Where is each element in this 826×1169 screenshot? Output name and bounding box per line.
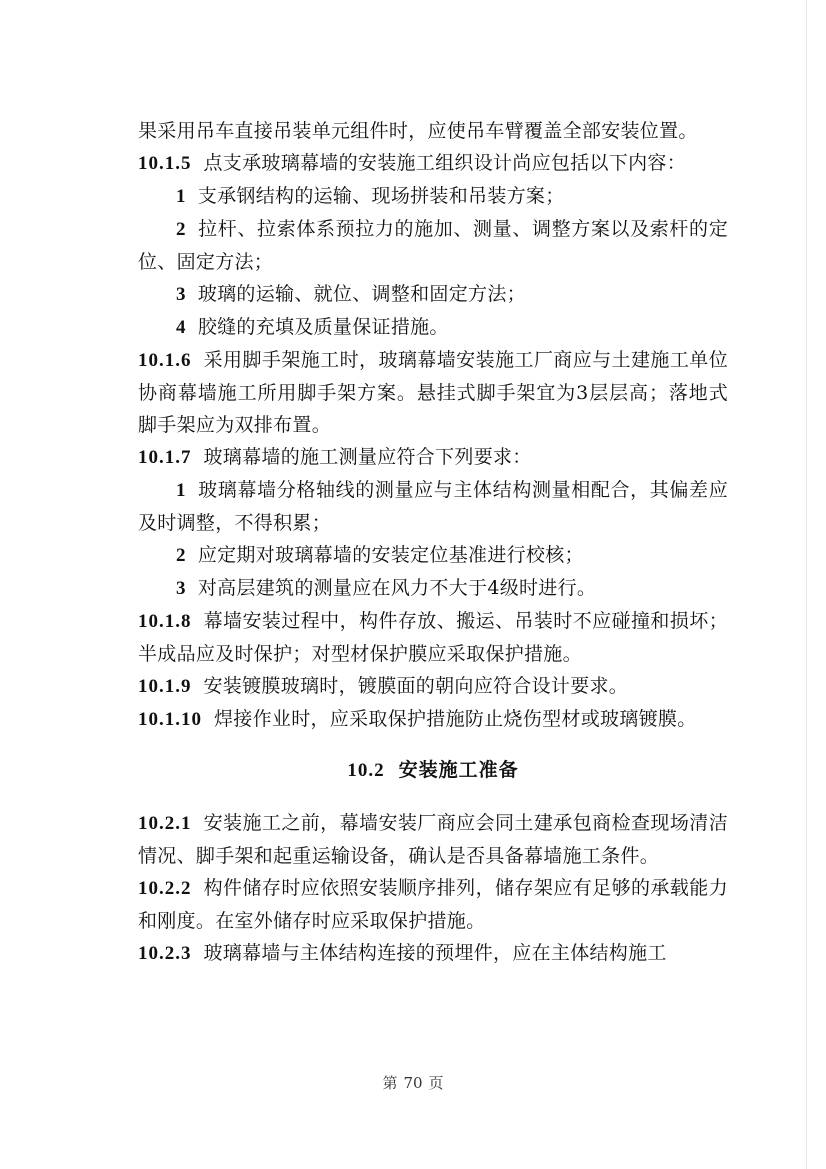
clause-text: 玻璃幕墙与主体结构连接的预埋件，应在主体结构施工 xyxy=(203,942,667,964)
clause-text: 焊接作业时，应采取保护措施防止烧伤型材或玻璃镀膜。 xyxy=(214,708,697,730)
item-text: 支承钢结构的运输、现场拼装和吊装方案； xyxy=(197,185,565,207)
clause-text: 构件储存时应依照安装顺序排列，储存架应有足够的承载能力和刚度。在室外储存时应采取保护措施。 xyxy=(138,877,728,932)
paragraph-text: 果采用吊车直接吊装单元组件时，应使吊车臂覆盖全部安装位置。 xyxy=(138,120,698,142)
document-body xyxy=(138,115,728,970)
item-text: 对高层建筑的测量应在风力不大于4级时进行。 xyxy=(197,577,597,599)
item-number: 4 xyxy=(176,317,186,338)
clause-number: 10.2.1 xyxy=(138,813,192,834)
list-item xyxy=(138,474,728,539)
section-heading xyxy=(138,754,728,787)
item-number: 2 xyxy=(176,545,186,566)
clause-text: 采用脚手架施工时，玻璃幕墙安装施工厂商应与土建施工单位协商幕墙施工所用脚手架方案。悬挂式脚手架宜为3层层高；落地式脚手架应为双排布置。 xyxy=(138,349,728,436)
item-text: 玻璃的运输、就位、调整和固定方法； xyxy=(197,283,526,305)
clause-10-1-5 xyxy=(138,147,728,180)
footer-prefix: 第 xyxy=(382,1074,398,1092)
section-number: 10.2 xyxy=(347,760,385,781)
list-item xyxy=(138,311,728,344)
clause-10-1-6 xyxy=(138,344,728,441)
clause-text: 安装镀膜玻璃时，镀膜面的朝向应符合设计要求。 xyxy=(203,675,629,697)
clause-10-2-3 xyxy=(138,937,728,970)
clause-10-1-10 xyxy=(138,703,728,736)
list-item xyxy=(138,278,728,311)
item-number: 1 xyxy=(176,186,186,207)
page-edge-line xyxy=(806,0,807,1169)
clauses-10-1 xyxy=(138,115,728,736)
clause-number: 10.1.7 xyxy=(138,447,192,468)
page-number: 70 xyxy=(403,1074,423,1092)
list-item xyxy=(138,213,728,278)
list-item xyxy=(138,180,728,213)
clause-text: 安装施工之前，幕墙安装厂商应会同土建承包商检查现场清洁情况、脚手架和起重运输设备，确认是否具备幕墙施工条件。 xyxy=(138,812,728,867)
item-number: 2 xyxy=(176,219,186,240)
page-footer xyxy=(0,1072,826,1093)
item-text: 拉杆、拉索体系预拉力的施加、测量、调整方案以及索杆的定位、固定方法； xyxy=(138,218,728,273)
paragraph xyxy=(138,115,728,147)
list-item xyxy=(138,539,728,572)
clause-number: 10.1.10 xyxy=(138,709,202,730)
clause-number: 10.1.9 xyxy=(138,676,192,697)
item-text: 玻璃幕墙分格轴线的测量应与主体结构测量相配合，其偏差应及时调整，不得积累； xyxy=(138,479,728,534)
clause-number: 10.1.8 xyxy=(138,611,192,632)
item-number: 1 xyxy=(176,480,186,501)
item-text: 应定期对玻璃幕墙的安装定位基准进行校核； xyxy=(197,544,584,566)
clause-10-1-8 xyxy=(138,605,728,670)
item-number: 3 xyxy=(176,284,186,305)
clause-10-2-2 xyxy=(138,872,728,937)
section-title: 安装施工准备 xyxy=(398,759,519,781)
clause-text: 幕墙安装过程中，构件存放、搬运、吊装时不应碰撞和损坏；半成品应及时保护；对型材保护膜应采取保护措施。 xyxy=(138,610,728,665)
item-number: 3 xyxy=(176,578,186,599)
clause-number: 10.2.2 xyxy=(138,878,192,899)
item-text: 胶缝的充填及质量保证措施。 xyxy=(197,316,449,338)
clause-number: 10.1.6 xyxy=(138,350,192,371)
clause-10-2-1 xyxy=(138,807,728,872)
clause-10-1-7 xyxy=(138,441,728,474)
list-item xyxy=(138,572,728,605)
footer-suffix: 页 xyxy=(428,1074,444,1092)
clauses-10-2 xyxy=(138,807,728,970)
clause-10-1-9 xyxy=(138,670,728,703)
clause-text: 玻璃幕墙的施工测量应符合下列要求： xyxy=(203,446,532,468)
clause-text: 点支承玻璃幕墙的安装施工组织设计尚应包括以下内容： xyxy=(203,152,687,174)
clause-number: 10.2.3 xyxy=(138,943,192,964)
clause-number: 10.1.5 xyxy=(138,153,192,174)
